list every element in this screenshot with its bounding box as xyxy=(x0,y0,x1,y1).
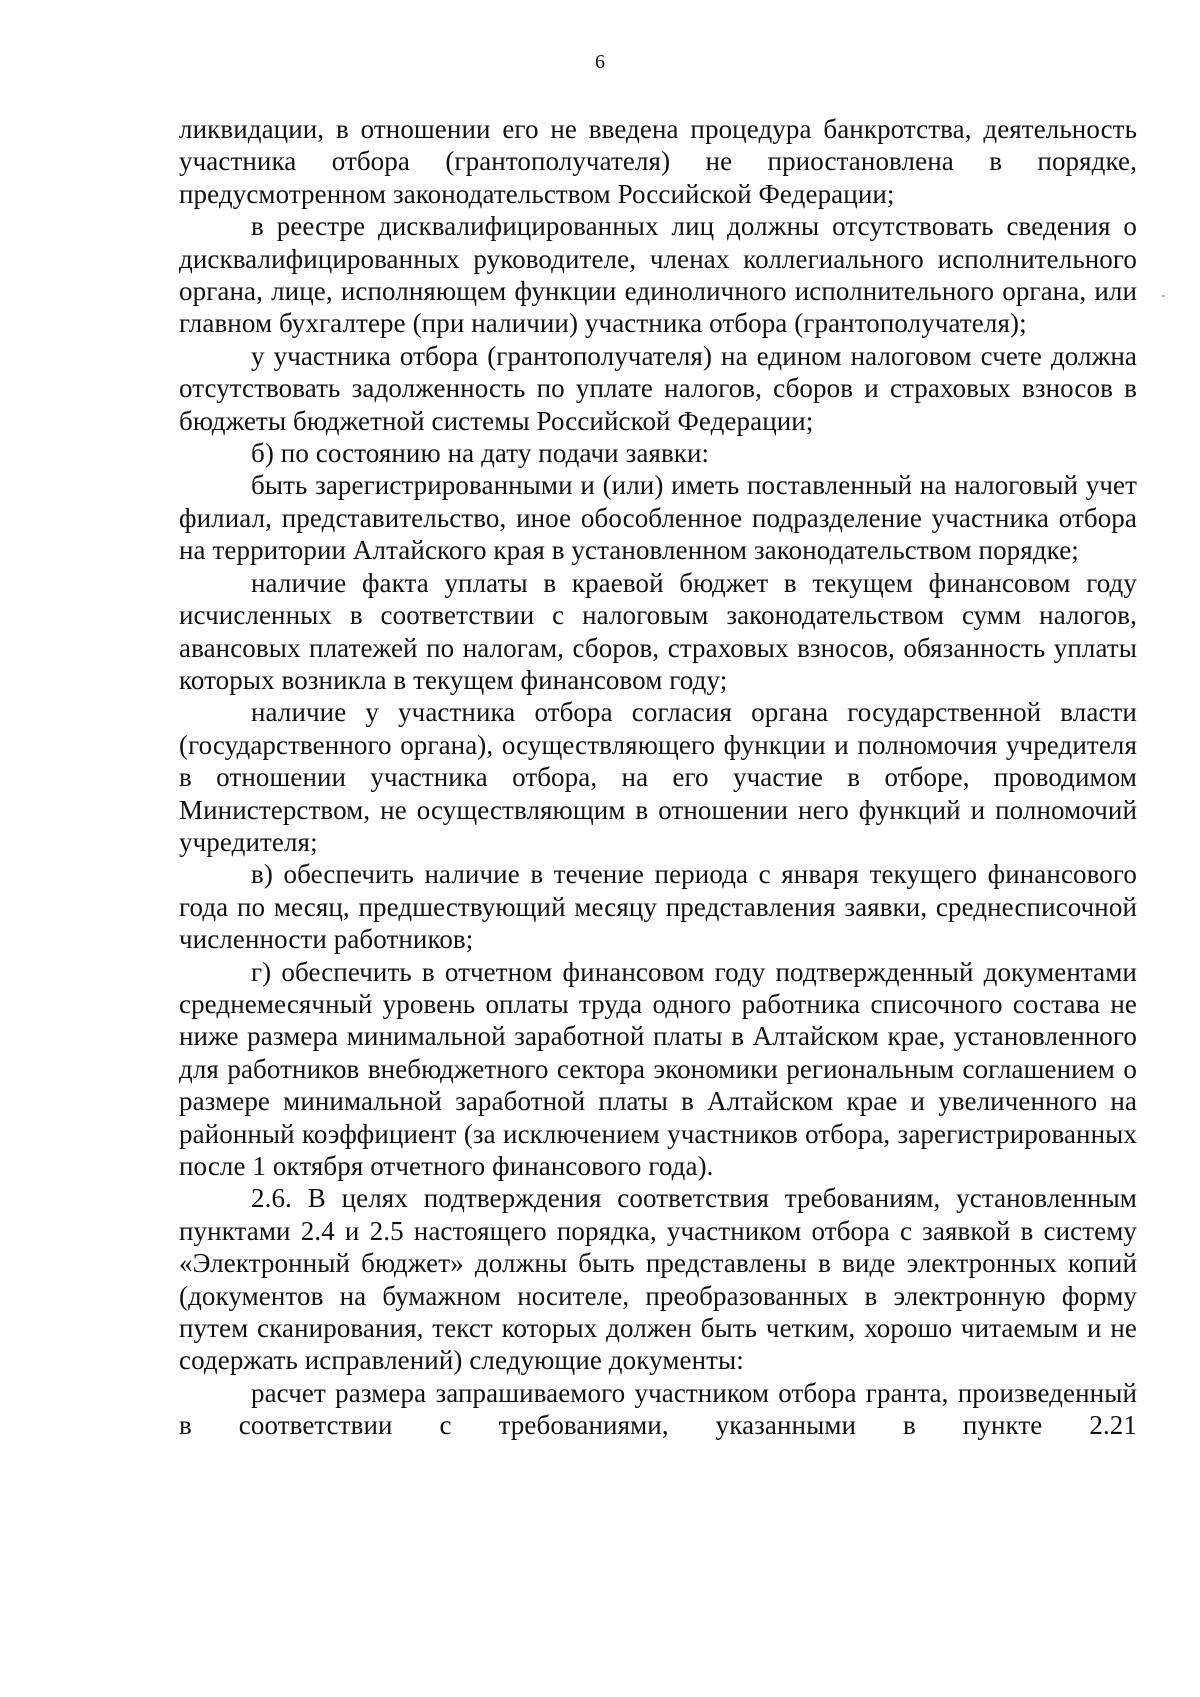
paragraph: быть зарегистрированными и (или) иметь поставленный на налоговый учет филиал, представительство, иное обособленное подразделение участника отбора на территории Алтайского края в установленном законодательством порядке; xyxy=(179,470,1137,566)
document-body xyxy=(179,113,1137,1442)
paragraph: 2.6. В целях подтверждения соответствия требованиям, установленным пунктами 2.4 и 2.5 настоящего порядка, участником отбора с заявкой в систему «Электронный бюджет» должны быть представлены в виде электронных копий (документов на бумажном носителе, преобразованных в электронную форму путем сканирования, текст которых должен быть четким, хорошо читаемым и не содержать исправлений) следующие документы: xyxy=(179,1183,1137,1376)
paragraph: расчет размера запрашиваемого участником отбора гранта, произведенный в соответствии с требованиями, указанными в пункте 2.21 xyxy=(179,1377,1137,1441)
paragraph: наличие у участника отбора согласия органа государственной власти (государственного органа), осуществляющего функции и полномочия учредителя в отношении участника отбора, на его участие в отборе, проводимом Министерством, не осуществляющим в отношении него функций и полномочий учредителя; xyxy=(179,697,1137,857)
paragraph: наличие факта уплаты в краевой бюджет в текущем финансовом году исчисленных в соответствии с налоговым законодательством сумм налогов, авансовых платежей по налогам, сборов, страховых взносов, обязанность уплаты которых возникла в текущем финансовом году; xyxy=(179,567,1137,695)
paragraph: в) обеспечить наличие в течение периода с января текущего финансового года по месяц, предшествующий месяцу представления заявки, среднесписочной численности работников; xyxy=(179,859,1137,955)
page-number: 6 xyxy=(595,51,605,73)
paragraph: у участника отбора (грантополучателя) на едином налоговом счете должна отсутствовать задолженность по уплате налогов, сборов и страховых взносов в бюджеты бюджетной системы Российской Федерации; xyxy=(179,340,1137,436)
paragraph: ликвидации, в отношении его не введена процедура банкротства, деятельность участника отбора (грантополучателя) не приостановлена в порядке, предусмотренном законодательством Российской Федерации; xyxy=(179,114,1137,209)
paragraph: в реестре дисквалифицированных лиц должны отсутствовать сведения о дисквалифицированных руководителе, членах коллегиального исполнительного органа, лице, исполняющем функции единоличного исполнительного органа, или главном бухгалтере (при наличии) участника отбора (грантополучателя); xyxy=(179,211,1137,339)
paragraph: г) обеспечить в отчетном финансовом году подтвержденный документами среднемесячный уровень оплаты труда одного работника списочного состава не ниже размера минимальной заработной платы в Алтайском крае, установленного для работников внебюджетного сектора экономики региональным соглашением о размере минимальной заработной платы в Алтайском крае и увеличенного на районный коэффициент (за исключением участников отбора, зарегистрированных после 1 октября отчетного финансового года). xyxy=(179,956,1137,1181)
paragraph: б) по состоянию на дату подачи заявки: xyxy=(251,438,710,469)
scan-speck xyxy=(1162,295,1165,297)
